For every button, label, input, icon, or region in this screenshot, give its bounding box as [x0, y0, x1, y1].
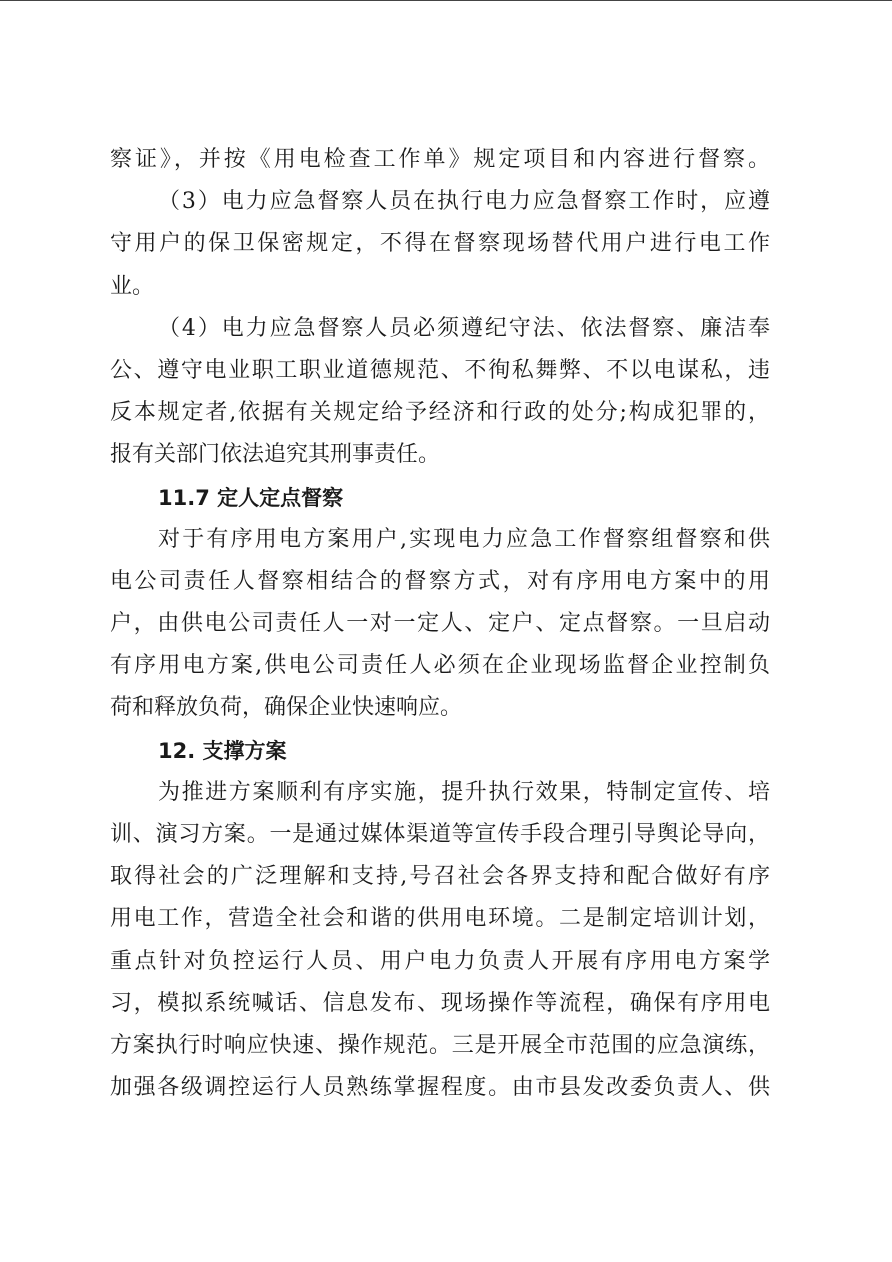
paragraph-line: 取得社会的广泛理解和支持,号召社会各界支持和配合做好有序 [110, 864, 770, 890]
paragraph-line: 重点针对负控运行人员、用户电力负责人开展有序用电方案学 [110, 948, 770, 974]
paragraph-line: （3）电力应急督察人员在执行电力应急督察工作时，应遵 [158, 189, 770, 215]
paragraph-line: 训、演习方案。一是通过媒体渠道等宣传手段合理引导舆论导向， [110, 822, 770, 847]
paragraph-line: 察证》，并按《用电检查工作单》规定项目和内容进行督察。 [110, 147, 770, 172]
paragraph-line: （4）电力应急督察人员必须遵纪守法、依法督察、廉洁奉 [158, 315, 770, 341]
section-heading: 11.7 定人定点督察 [158, 485, 344, 510]
paragraph-line: 习，模拟系统喊话、信息发布、现场操作等流程，确保有序用电 [110, 990, 770, 1016]
paragraph-line: 报有关部门依法追究其刑事责任。 [110, 442, 441, 468]
paragraph-line: 户，由供电公司责任人一对一定人、定户、定点督察。一旦启动 [110, 611, 770, 637]
paragraph-line: 方案执行时响应快速、操作规范。三是开展全市范围的应急演练， [110, 1032, 770, 1058]
paragraph-line: 反本规定者,依据有关规定给予经济和行政的处分;构成犯罪的， [110, 400, 770, 426]
section-heading: 12. 支撑方案 [158, 738, 287, 763]
paragraph-line: 公、遵守电业职工职业道德规范、不徇私舞弊、不以电谋私，违 [110, 357, 770, 383]
paragraph-line: 守用户的保卫保密规定，不得在督察现场替代用户进行电工作 [110, 231, 770, 257]
paragraph-line: 加强各级调控运行人员熟练掌握程度。由市县发改委负责人、供 [110, 1075, 770, 1101]
paragraph-line: 有序用电方案,供电公司责任人必须在企业现场监督企业控制负 [110, 653, 770, 679]
paragraph-line: 用电工作，营造全社会和谐的供用电环境。二是制定培训计划， [110, 906, 770, 932]
document-body [110, 139, 770, 1109]
paragraph-line: 为推进方案顺利有序实施，提升执行效果，特制定宣传、培 [158, 779, 770, 805]
paragraph-line: 对于有序用电方案用户,实现电力应急工作督察组督察和供 [158, 526, 770, 552]
paragraph-line: 业。 [110, 273, 155, 299]
paragraph-line: 荷和释放负荷，确保企业快速响应。 [110, 695, 463, 721]
paragraph-line: 电公司责任人督察相结合的督察方式，对有序用电方案中的用 [110, 568, 770, 594]
